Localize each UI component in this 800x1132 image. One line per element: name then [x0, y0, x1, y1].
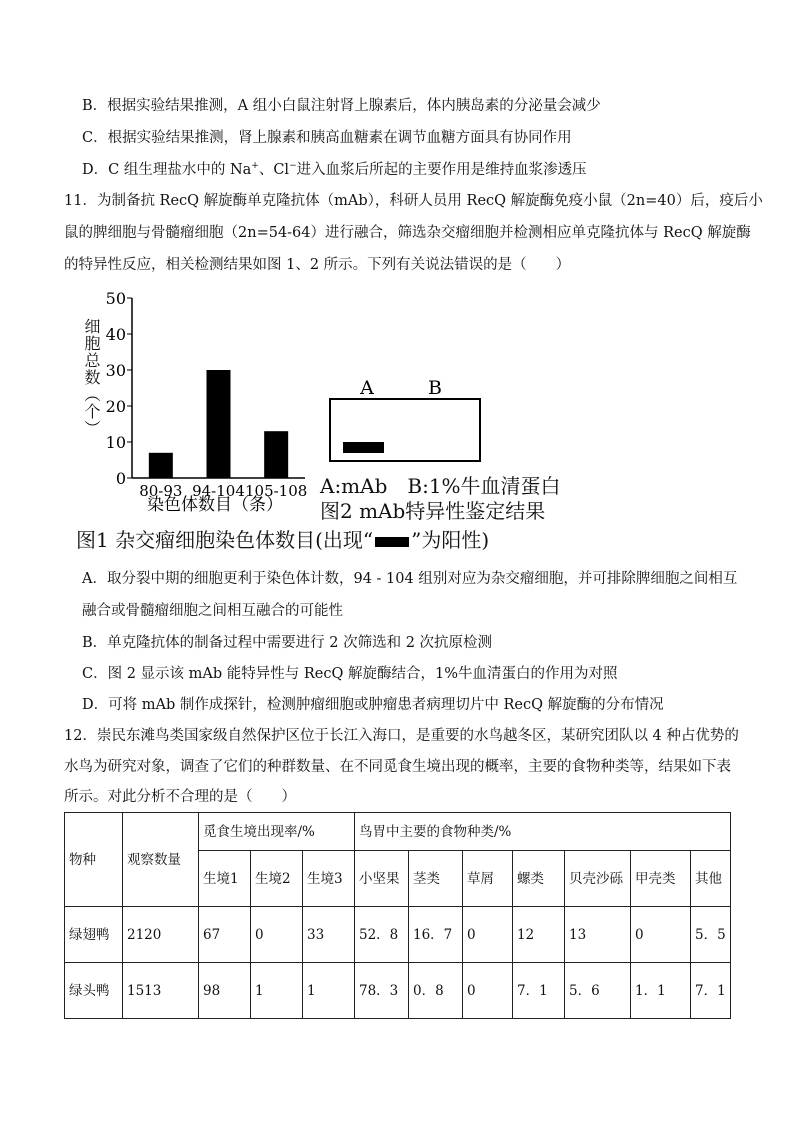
chart-y-tick-label: 10: [105, 433, 126, 452]
fig1-caption: 图1 杂交瘤细胞染色体数目(出现“ ”为阳性): [76, 528, 490, 552]
option-a-line2: 融合或骨髓瘤细胞之间相互融合的可能性: [82, 603, 343, 619]
chart-y-tick-label: 20: [105, 397, 126, 416]
waterbird-table: [64, 812, 731, 1019]
cell-species: 绿翅鸭: [65, 907, 123, 963]
chart-y-tick-label: 0: [115, 469, 126, 488]
cell: 12: [513, 907, 565, 963]
cell: 1: [303, 963, 355, 1019]
cell: 0: [463, 963, 513, 1019]
chart-bar-94-104: [207, 370, 231, 478]
cell: 7．1: [513, 963, 565, 1019]
chart-bar-80-93: [149, 453, 173, 478]
th-habitat-2: 生境2: [251, 851, 303, 907]
question-11-line1: 11．为制备抗 RecQ 解旋酶单克隆抗体（mAb），科研人员用 RecQ 解旋酶免疫小鼠（2n=40）后，疫后小: [64, 193, 763, 209]
th-food-grass: 草屑: [463, 851, 513, 907]
option-b-q10: B．根据实验结果推测，A 组小白鼠注射肾上腺素后，体内胰岛素的分泌量会减少: [82, 98, 601, 114]
th-food-crust: 甲壳类: [631, 851, 691, 907]
cell-species: 绿头鸭: [65, 963, 123, 1019]
option-b: B．单克隆抗体的制备过程中需要进行 2 次筛选和 2 次抗原检测: [82, 635, 493, 651]
table-row: [65, 963, 731, 1019]
cell-count: 2120: [123, 907, 199, 963]
question-11-line2: 鼠的脾细胞与骨髓瘤细胞（2n=54-64）进行融合，筛选杂交瘤细胞并检测相应单克隆抗体与 RecQ 解旋酶: [64, 225, 751, 241]
cell: 13: [565, 907, 631, 963]
cell: 5．5: [691, 907, 731, 963]
cell: 0: [631, 907, 691, 963]
th-food-snail: 螺类: [513, 851, 565, 907]
fig2-legend: A:mAb B:1%牛血清蛋白: [320, 474, 561, 498]
th-food-other: 其他: [691, 851, 731, 907]
question-12-line1: 12．崇民东滩鸟类国家级自然保护区位于长江入海口，是重要的水鸟越冬区，某研究团队以 4 种占优势的: [64, 728, 739, 744]
th-count: 观察数量: [123, 813, 199, 907]
table-row: [65, 907, 731, 963]
chart-x-tick-label: 94-104: [192, 482, 245, 500]
fig2-label-a: A: [360, 377, 374, 399]
cell: 16．7: [409, 907, 463, 963]
option-c: C．图 2 显示该 mAb 能特异性与 RecQ 解旋酶结合，1%牛血清蛋白的作用为对照: [82, 666, 618, 682]
cell: 52．8: [355, 907, 409, 963]
fig2-positive-band-a: [343, 442, 384, 453]
cell: 78．3: [355, 963, 409, 1019]
chart-ylabel: 细胞总数（个）: [82, 318, 101, 437]
th-food-shell: 贝壳沙砾: [565, 851, 631, 907]
cell: 0: [463, 907, 513, 963]
chart-y-tick-label: 50: [105, 289, 126, 308]
th-food-nut: 小坚果: [355, 851, 409, 907]
positive-band-symbol: [375, 537, 409, 547]
fig2-label-b: B: [428, 377, 442, 399]
th-habitat-1: 生境1: [199, 851, 251, 907]
cell: 98: [199, 963, 251, 1019]
cell: 67: [199, 907, 251, 963]
option-c-q10: C．根据实验结果推测，肾上腺素和胰高血糖素在调节血糖方面具有协同作用: [82, 130, 572, 146]
cell: 7．1: [691, 963, 731, 1019]
th-species: 物种: [65, 813, 123, 907]
chart-x-tick-label: 105-108: [244, 482, 308, 500]
chart-bar-105-108: [264, 431, 288, 478]
cell: 1．1: [631, 963, 691, 1019]
fig2-caption: 图2 mAb特异性鉴定结果: [320, 499, 546, 523]
th-food-stem: 茎类: [409, 851, 463, 907]
option-d: D．可将 mAb 制作成探针，检测肿瘤细胞或肿瘤患者病理切片中 RecQ 解旋酶的分布情况: [82, 697, 664, 713]
question-12-line2: 水鸟为研究对象，调查了它们的种群数量、在不同觅食生境出现的概率，主要的食物种类等，结果如下表: [64, 759, 731, 775]
cell: 0: [251, 907, 303, 963]
option-a-line1: A．取分裂中期的细胞更利于染色体计数，94 - 104 组别对应为杂交瘤细胞，并可排除脾细胞之间相互: [82, 571, 738, 587]
cell: 5．6: [565, 963, 631, 1019]
th-food: 鸟胃中主要的食物种类/%: [355, 813, 731, 851]
chart-y-tick-label: 30: [105, 361, 126, 380]
question-11-line3: 的特异性反应，相关检测结果如图 1、2 所示。下列有关说法错误的是（ ）: [64, 257, 571, 273]
th-habitat-3: 生境3: [303, 851, 355, 907]
cell: 33: [303, 907, 355, 963]
chart-xlabel: 染色体数目（条）: [147, 495, 283, 515]
question-12-line3: 所示。对此分析不合理的是（ ）: [64, 789, 296, 805]
cell: 0．8: [409, 963, 463, 1019]
chart-y-tick-label: 40: [105, 325, 126, 344]
option-d-q10: D．C 组生理盐水中的 Na+、Cl−进入血浆后所起的主要作用是维持血浆渗透压: [82, 161, 587, 178]
chart-x-tick-label: 80-93: [139, 482, 183, 500]
cell: 1: [251, 963, 303, 1019]
cell-count: 1513: [123, 963, 199, 1019]
th-habitat: 觅食生境出现率/%: [199, 813, 355, 851]
